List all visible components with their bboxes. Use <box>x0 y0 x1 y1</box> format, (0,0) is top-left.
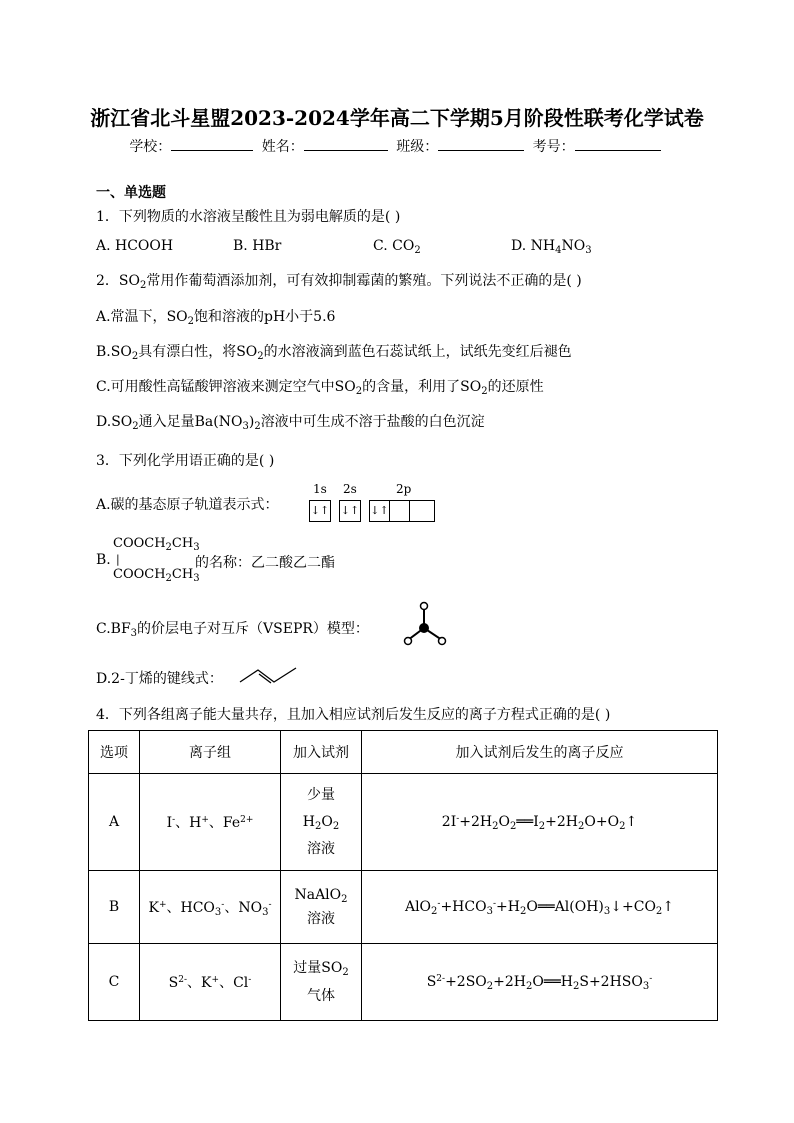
field-name-blank[interactable] <box>304 136 388 151</box>
q1-stem: 1．下列物质的水溶液呈酸性且为弱电解质的是( ) <box>96 209 401 225</box>
section-heading: 一、单选题 <box>96 185 166 201</box>
row-b-ions: K+、$HCO_3^-$、$NO_3^-$ <box>140 871 281 944</box>
butene-skeletal-formula <box>238 664 300 686</box>
field-school-blank[interactable] <box>171 136 253 151</box>
table-header-row <box>89 731 718 774</box>
table-row-a[interactable] <box>89 774 718 871</box>
orbital-box-2p: ↓↑ <box>369 500 435 522</box>
q1-option-b[interactable]: B. HBr <box>233 238 282 254</box>
row-a-reaction: $2I^-+2H_2O_2══I_2+2H_2O+O_2↑$ <box>362 774 718 871</box>
field-id-label: 考号： <box>532 139 575 155</box>
field-name-label: 姓名： <box>261 139 304 155</box>
q1-option-a[interactable]: A. HCOOH <box>96 238 174 254</box>
row-b-reaction: $AlO_2^-+HCO_3^-+H_2O══Al(OH)_3↓+CO_2↑$ <box>362 871 718 944</box>
orbital-label-1s: 1s <box>313 482 327 496</box>
field-class-blank[interactable] <box>438 136 524 151</box>
q3-option-a[interactable]: A.碳的基态原子轨道表示式： <box>96 497 279 513</box>
row-c-reagent: 过量$SO_2$ 气体 <box>281 944 362 1021</box>
q2-option-b[interactable]: $B.SO_2$具有漂白性，将$SO_2$的水溶液滴到蓝色石蕊试纸上，试纸先变红后褪色 <box>96 344 572 362</box>
orbital-box-1s: ↓↑ <box>309 500 331 522</box>
header-ion-group: 离子组 <box>140 731 281 774</box>
row-a-ions: I-、H+、$Fe^{2+}$ <box>140 774 281 871</box>
q2-stem: 2．$SO_2$常用作葡萄酒添加剂，可有效抑制霉菌的繁殖。下列说法不正确的是( ) <box>96 273 582 291</box>
q3-option-c[interactable]: $C.BF_3$的价层电子对互斥（VSEPR）模型： <box>96 621 369 639</box>
field-class-label: 班级： <box>396 139 439 155</box>
q3-stem: 3．下列化学用语正确的是( ) <box>96 453 275 469</box>
q3-option-b-prefix[interactable]: B. <box>96 552 111 568</box>
q2-option-d[interactable]: $D.SO_2$通入足量$Ba(NO_3)_2$溶液中可生成不溶于盐酸的白色沉淀 <box>96 414 485 432</box>
page-title: 浙江省北斗星盟2023-2024学年高二下学期5月阶段性联考化学试卷 <box>90 106 704 130</box>
q1-option-c[interactable]: C. $CO_2$ <box>373 238 421 256</box>
q3-b-formula-top: $COOCH_2CH_3$ <box>113 536 200 553</box>
header-reaction: 加入试剂后发生的离子反应 <box>362 731 718 774</box>
orbital-label-2s: 2s <box>343 482 357 496</box>
q3-b-text: 的名称：乙二酸乙二酯 <box>195 555 335 571</box>
row-c-reaction: $S^{2-}+2SO_2+2H_2O══H_2S+2HSO_3^-$ <box>362 944 718 1021</box>
row-a-option: A <box>89 774 140 871</box>
orbital-label-2p: 2p <box>396 482 412 496</box>
q3-b-bond: | <box>116 553 120 566</box>
q3-option-d[interactable]: D.2-丁烯的键线式： <box>96 671 223 687</box>
student-info-fields <box>0 136 794 156</box>
q1-option-d[interactable]: D. $NH_4NO_3$ <box>511 238 592 256</box>
q3-b-formula-bottom: $COOCH_2CH_3$ <box>113 567 200 584</box>
q4-stem: 4．下列各组离子能大量共存，且加入相应试剂后发生反应的离子方程式正确的是( ) <box>96 707 611 723</box>
q2-option-c[interactable]: C.可用酸性高锰酸钾溶液来测定空气中$SO_2$的含量，利用了$SO_2$的还原性 <box>96 379 544 397</box>
header-reagent: 加入试剂 <box>281 731 362 774</box>
q4-table <box>88 730 718 1021</box>
row-b-reagent: NaAlO$_2$ 溶液 <box>281 871 362 944</box>
row-c-option: C <box>89 944 140 1021</box>
orbital-box-2s: ↓↑ <box>339 500 361 522</box>
row-c-ions: $S^{2-}$、K+、Cl- <box>140 944 281 1021</box>
q2-option-a[interactable]: A.常温下，$SO_2$饱和溶液的pH小于5.6 <box>96 309 336 327</box>
field-school-label: 学校： <box>129 139 172 155</box>
table-row-b[interactable] <box>89 871 718 944</box>
header-option: 选项 <box>89 731 140 774</box>
field-id-blank[interactable] <box>575 136 661 151</box>
table-row-c[interactable] <box>89 944 718 1021</box>
row-b-option: B <box>89 871 140 944</box>
vsepr-trigonal-model <box>400 600 450 648</box>
row-a-reagent: 少量 $H_2O_2$ 溶液 <box>281 774 362 871</box>
